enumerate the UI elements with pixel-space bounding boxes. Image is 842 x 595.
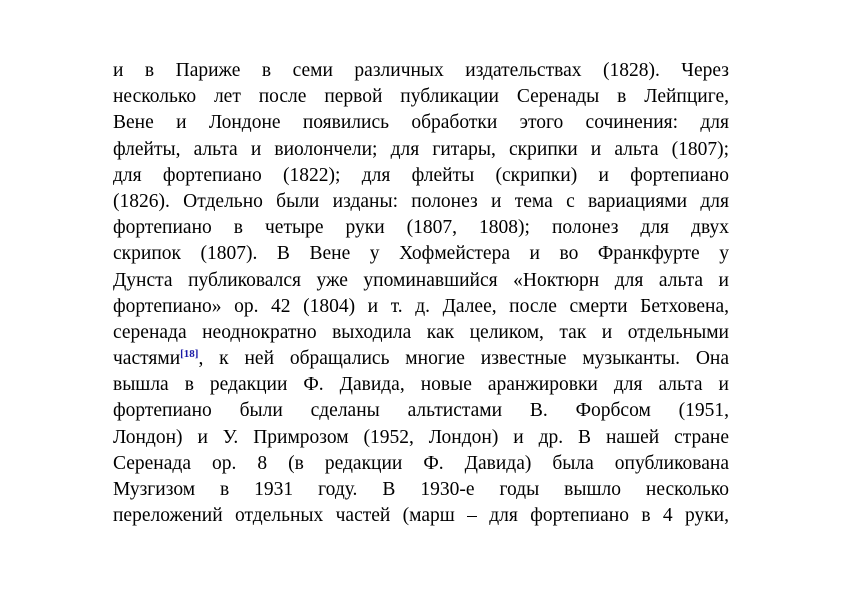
text-line: вышла в редакции Ф. Давида, новые аранжировки для альта и <box>113 374 729 396</box>
text-line: Дунста публиковался уже упоминавшийся «Ноктюрн для альта и <box>113 269 729 291</box>
text-line: и в Париже в семи различных издательствах (1828). Через <box>113 60 729 81</box>
text-line: флейты, альта и виолончели; для гитары, скрипки и альта (1807); <box>113 138 729 160</box>
text-line: фортепиано в четыре руки (1807, 1808); полонез для двух <box>113 217 729 239</box>
text-line: серенада неоднократно выходила как целиком, так и отдельными <box>113 321 729 343</box>
text-line: (1826). Отдельно были изданы: полонез и тема с вариациями для <box>113 190 729 212</box>
footnote-line-before: частями <box>113 348 181 370</box>
text-line: несколько лет после первой публикации Серенады в Лейпциге, <box>113 86 729 108</box>
footnote-link[interactable]: [18] <box>180 348 199 361</box>
text-line: для фортепиано (1822); для флейты (скрипки) и фортепиано <box>113 164 729 186</box>
text-line-with-footnote <box>113 346 729 372</box>
body-text <box>113 58 729 529</box>
text-line: Музгизом в 1931 году. В 1930-е годы вышло несколько <box>113 479 729 500</box>
footnote-line-after: , к ней обращались многие известные музыканты. Она <box>198 348 729 370</box>
text-line: Вене и Лондоне появились обработки этого сочинения: для <box>113 112 729 134</box>
text-line: фортепиано были сделаны альтистами В. Форбсом (1951, <box>113 400 729 422</box>
text-line: Серенада ор. 8 (в редакции Ф. Давида) была опубликована <box>113 452 729 474</box>
text-line: скрипок (1807). В Вене у Хофмейстера и во Франкфурте у <box>113 243 729 265</box>
text-line: фортепиано» ор. 42 (1804) и т. д. Далее, после смерти Бетховена, <box>113 295 729 317</box>
text-line: Лондон) и У. Примрозом (1952, Лондон) и др. В нашей стране <box>113 426 729 448</box>
text-line: переложений отдельных частей (марш – для фортепиано в 4 руки, <box>113 505 729 527</box>
